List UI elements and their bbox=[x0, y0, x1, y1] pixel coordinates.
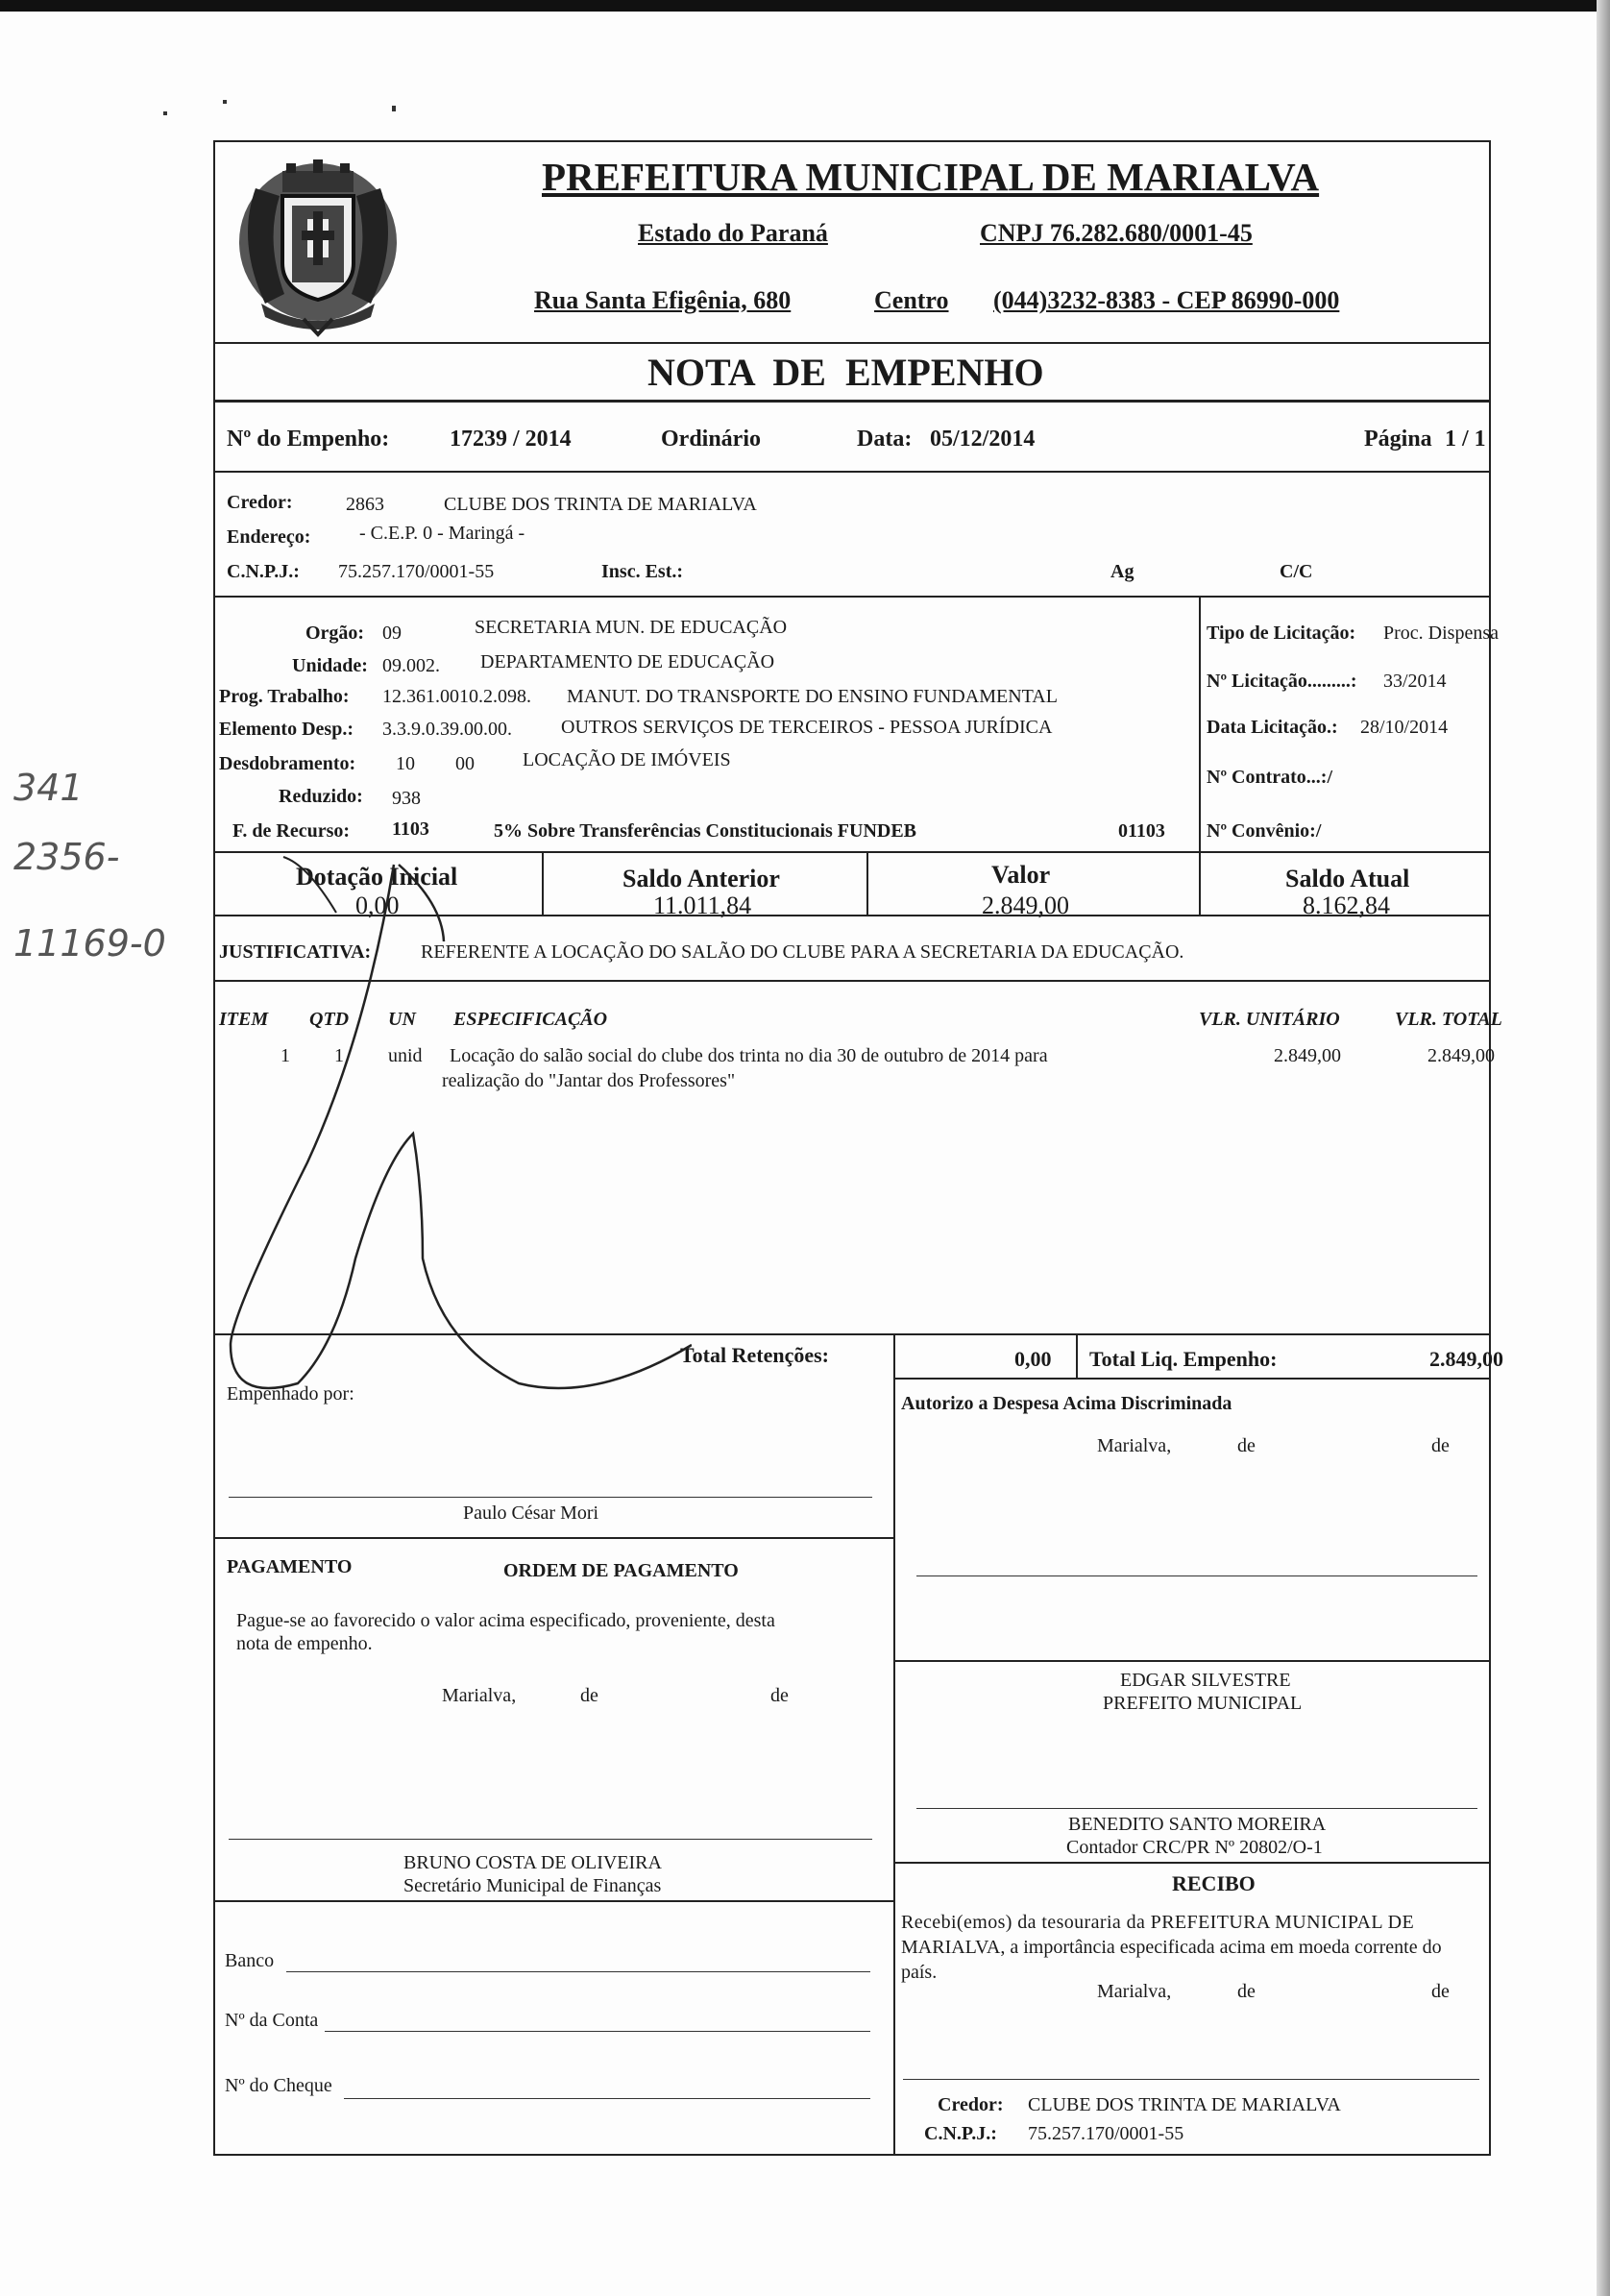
address-label: Endereço: bbox=[227, 526, 311, 548]
row-spec-line1: Locação do salão social do clube dos trinta no dia 30 de outubro de 2014 para bbox=[450, 1045, 1048, 1066]
cnpj-label: C.N.P.J.: bbox=[227, 561, 300, 582]
scan-right-edge bbox=[1597, 0, 1610, 2296]
divider bbox=[215, 1537, 893, 1539]
row-spec-line2: realização do "Jantar dos Professores" bbox=[442, 1070, 736, 1091]
empenho-type: Ordinário bbox=[661, 427, 762, 452]
contador-title: Contador CRC/PR Nº 20802/O-1 bbox=[1066, 1837, 1323, 1858]
licitacao-number-label: Nº Licitação.........: bbox=[1207, 671, 1357, 692]
saldo-anterior-label: Saldo Anterior bbox=[622, 865, 780, 892]
banco-label: Banco bbox=[225, 1950, 275, 1971]
header-phone-cep: (044)3232-8383 - CEP 86990-000 bbox=[993, 286, 1340, 314]
licitacao-date-label: Data Licitação.: bbox=[1207, 717, 1338, 738]
header-title: PREFEITURA MUNICIPAL DE MARIALVA bbox=[542, 155, 1320, 199]
cnpj-value: 75.257.170/0001-55 bbox=[338, 561, 495, 582]
recurso-name: 5% Sobre Transferências Constitucionais FUNDEB bbox=[494, 820, 917, 842]
divider bbox=[1199, 851, 1201, 915]
retencoes-value: 0,00 bbox=[1014, 1347, 1052, 1371]
pague-de2: de bbox=[770, 1685, 789, 1706]
handwritten-note: 2356- bbox=[13, 836, 120, 878]
row-item: 1 bbox=[281, 1045, 290, 1066]
col-qtd-header: QTD bbox=[309, 1009, 350, 1030]
unidade-label: Unidade: bbox=[292, 655, 368, 676]
row-total: 2.849,00 bbox=[1427, 1045, 1495, 1066]
elemento-code: 3.3.9.0.39.00.00. bbox=[382, 719, 512, 740]
licitacao-number: 33/2014 bbox=[1383, 671, 1447, 692]
contrato-label: Nº Contrato...:/ bbox=[1207, 767, 1333, 788]
insc-est-label: Insc. Est.: bbox=[601, 561, 684, 582]
row-qtd: 1 bbox=[334, 1045, 344, 1066]
prefeito-name: EDGAR SILVESTRE bbox=[1120, 1670, 1291, 1691]
liquido-label: Total Liq. Empenho: bbox=[1089, 1347, 1278, 1371]
credor-name: CLUBE DOS TRINTA DE MARIALVA bbox=[444, 494, 757, 515]
licitacao-date: 28/10/2014 bbox=[1360, 717, 1449, 738]
recibo-de1: de bbox=[1237, 1981, 1256, 2002]
page-label: Página bbox=[1364, 427, 1432, 452]
credor-code: 2863 bbox=[346, 494, 384, 515]
row-unit-price: 2.849,00 bbox=[1274, 1045, 1341, 1066]
page-number: 1 / 1 bbox=[1445, 427, 1486, 452]
unidade-name: DEPARTAMENTO DE EDUCAÇÃO bbox=[480, 651, 775, 672]
divider bbox=[893, 1472, 895, 2156]
valor: 2.849,00 bbox=[982, 892, 1069, 919]
recurso-code: 1103 bbox=[392, 818, 429, 840]
recibo-line3: país. bbox=[901, 1962, 938, 1983]
recibo-cnpj-label: C.N.P.J.: bbox=[924, 2123, 997, 2144]
pague-de1: de bbox=[580, 1685, 598, 1706]
recibo-city: Marialva, bbox=[1097, 1981, 1172, 2002]
tipo-licitacao: Proc. Dispensa bbox=[1383, 623, 1499, 644]
col-item-header: ITEM bbox=[219, 1009, 269, 1030]
agency-label: Ag bbox=[1110, 561, 1134, 582]
account-label: C/C bbox=[1280, 561, 1313, 582]
header-state: Estado do Paraná bbox=[638, 219, 828, 247]
empenho-number-label: Nº do Empenho: bbox=[227, 427, 390, 452]
signature-line bbox=[916, 1575, 1477, 1576]
dotacao-inicial: 0,00 bbox=[355, 892, 400, 919]
empenho-date-label: Data: bbox=[857, 427, 913, 452]
reduzido-code: 938 bbox=[392, 788, 421, 809]
divider bbox=[1076, 1333, 1078, 1378]
convenio-label: Nº Convênio:/ bbox=[1207, 820, 1322, 842]
recibo-line1: Recebi(emos) da tesouraria da PREFEITURA MUNICIPAL DE bbox=[901, 1912, 1415, 1933]
dotacao-inicial-label: Dotação Inicial bbox=[296, 863, 458, 891]
pague-line1: Pague-se ao favorecido o valor acima especificado, proveniente, desta bbox=[236, 1610, 775, 1631]
col-spec-header: ESPECIFICAÇÃO bbox=[453, 1009, 608, 1030]
empenhado-por-label: Empenhado por: bbox=[227, 1383, 354, 1404]
col-un-header: UN bbox=[388, 1009, 416, 1030]
autorizo-de2: de bbox=[1431, 1435, 1450, 1456]
divider bbox=[215, 596, 1489, 598]
scan-top-edge bbox=[0, 0, 1610, 12]
autorizo-text: Autorizo a Despesa Acima Discriminada bbox=[901, 1393, 1232, 1414]
desdobramento-code: 10 bbox=[396, 753, 415, 774]
orgao-name: SECRETARIA MUN. DE EDUCAÇÃO bbox=[475, 617, 788, 638]
coat-of-arms-logo bbox=[227, 150, 409, 338]
divider bbox=[893, 1862, 1489, 1864]
orgao-label: Orgão: bbox=[305, 623, 365, 644]
divider bbox=[215, 1900, 893, 1902]
recibo-cnpj: 75.257.170/0001-55 bbox=[1028, 2123, 1184, 2144]
retencoes-label: Total Retenções: bbox=[680, 1343, 829, 1367]
cheque-label: Nº do Cheque bbox=[225, 2075, 332, 2096]
desdobramento-sub: 00 bbox=[455, 753, 475, 774]
doc-title: NOTA DE EMPENHO bbox=[647, 351, 1044, 394]
elemento-name: OUTROS SERVIÇOS DE TERCEIROS - PESSOA JURÍDICA bbox=[561, 717, 1053, 738]
conta-label: Nº da Conta bbox=[225, 2010, 319, 2031]
pague-city: Marialva, bbox=[442, 1685, 517, 1706]
secretario-title: Secretário Municipal de Finanças bbox=[403, 1875, 662, 1896]
scan-speck bbox=[223, 100, 227, 104]
autorizo-city: Marialva, bbox=[1097, 1435, 1172, 1456]
saldo-atual-label: Saldo Atual bbox=[1285, 865, 1410, 892]
contador-name: BENEDITO SANTO MOREIRA bbox=[1068, 1814, 1327, 1835]
prog-name: MANUT. DO TRANSPORTE DO ENSINO FUNDAMENTAL bbox=[567, 686, 1058, 707]
saldo-anterior: 11.011,84 bbox=[653, 892, 752, 919]
prog-label: Prog. Trabalho: bbox=[219, 686, 350, 707]
banco-line bbox=[286, 1971, 870, 1972]
divider bbox=[893, 1333, 895, 1472]
signature-line bbox=[229, 1497, 872, 1498]
header-address: Rua Santa Efigênia, 680 bbox=[534, 286, 792, 314]
desdobramento-label: Desdobramento: bbox=[219, 753, 356, 774]
empenho-number: 17239 / 2014 bbox=[450, 427, 572, 452]
recurso-label: F. de Recurso: bbox=[232, 820, 351, 842]
signature-line bbox=[916, 1808, 1477, 1809]
secretario-name: BRUNO COSTA DE OLIVEIRA bbox=[403, 1852, 662, 1873]
justificativa-label: JUSTIFICATIVA: bbox=[219, 941, 372, 963]
reduzido-label: Reduzido: bbox=[279, 786, 363, 807]
cheque-line bbox=[344, 2098, 870, 2099]
ordem-pagamento-label: ORDEM DE PAGAMENTO bbox=[503, 1560, 739, 1581]
pagamento-label: PAGAMENTO bbox=[227, 1556, 353, 1577]
handwritten-note: 341 bbox=[13, 767, 84, 809]
recibo-line2: MARIALVA, a importância especificada acima em moeda corrente do bbox=[901, 1937, 1442, 1958]
saldo-atual: 8.162,84 bbox=[1303, 892, 1390, 919]
address-value: - C.E.P. 0 - Maringá - bbox=[359, 523, 525, 544]
divider bbox=[893, 1660, 1489, 1662]
conta-line bbox=[325, 2031, 870, 2032]
recibo-de2: de bbox=[1431, 1981, 1450, 2002]
row-un: unid bbox=[388, 1045, 423, 1066]
prog-code: 12.361.0010.2.098. bbox=[382, 686, 531, 707]
elemento-label: Elemento Desp.: bbox=[219, 719, 354, 740]
divider bbox=[215, 471, 1489, 473]
valor-label: Valor bbox=[991, 861, 1051, 889]
recibo-title: RECIBO bbox=[1172, 1871, 1256, 1895]
col-total-header: VLR. TOTAL bbox=[1395, 1009, 1502, 1030]
paulo-name: Paulo César Mori bbox=[463, 1502, 599, 1524]
scan-speck bbox=[163, 111, 167, 115]
desdobramento-name: LOCAÇÃO DE IMÓVEIS bbox=[523, 749, 731, 770]
justificativa-text: REFERENTE A LOCAÇÃO DO SALÃO DO CLUBE PARA A SECRETARIA DA EDUCAÇÃO. bbox=[421, 941, 1184, 963]
header-cnpj: CNPJ 76.282.680/0001-45 bbox=[980, 219, 1253, 247]
divider bbox=[866, 851, 868, 915]
handwritten-note: 11169-0 bbox=[13, 922, 166, 965]
recibo-credor-name: CLUBE DOS TRINTA DE MARIALVA bbox=[1028, 2094, 1341, 2115]
tipo-licitacao-label: Tipo de Licitação: bbox=[1207, 623, 1356, 644]
divider bbox=[1199, 596, 1201, 851]
divider bbox=[893, 1378, 1489, 1380]
empenho-date: 05/12/2014 bbox=[930, 427, 1036, 452]
prefeito-title: PREFEITO MUNICIPAL bbox=[1103, 1693, 1303, 1714]
signature-line bbox=[903, 2079, 1479, 2080]
recurso-number: 01103 bbox=[1118, 820, 1165, 842]
divider bbox=[215, 400, 1489, 403]
unidade-code: 09.002. bbox=[382, 655, 440, 676]
credor-label: Credor: bbox=[227, 492, 293, 513]
liquido-value: 2.849,00 bbox=[1429, 1347, 1503, 1371]
pen-stroke-mark bbox=[192, 845, 692, 1460]
recibo-credor-label: Credor: bbox=[938, 2094, 1004, 2115]
signature-line bbox=[229, 1839, 872, 1840]
orgao-code: 09 bbox=[382, 623, 402, 644]
col-unit-price-header: VLR. UNITÁRIO bbox=[1199, 1009, 1340, 1030]
autorizo-de1: de bbox=[1237, 1435, 1256, 1456]
header-district: Centro bbox=[874, 286, 949, 314]
divider bbox=[215, 342, 1489, 344]
scan-speck bbox=[392, 106, 396, 111]
pague-line2: nota de empenho. bbox=[236, 1633, 373, 1654]
